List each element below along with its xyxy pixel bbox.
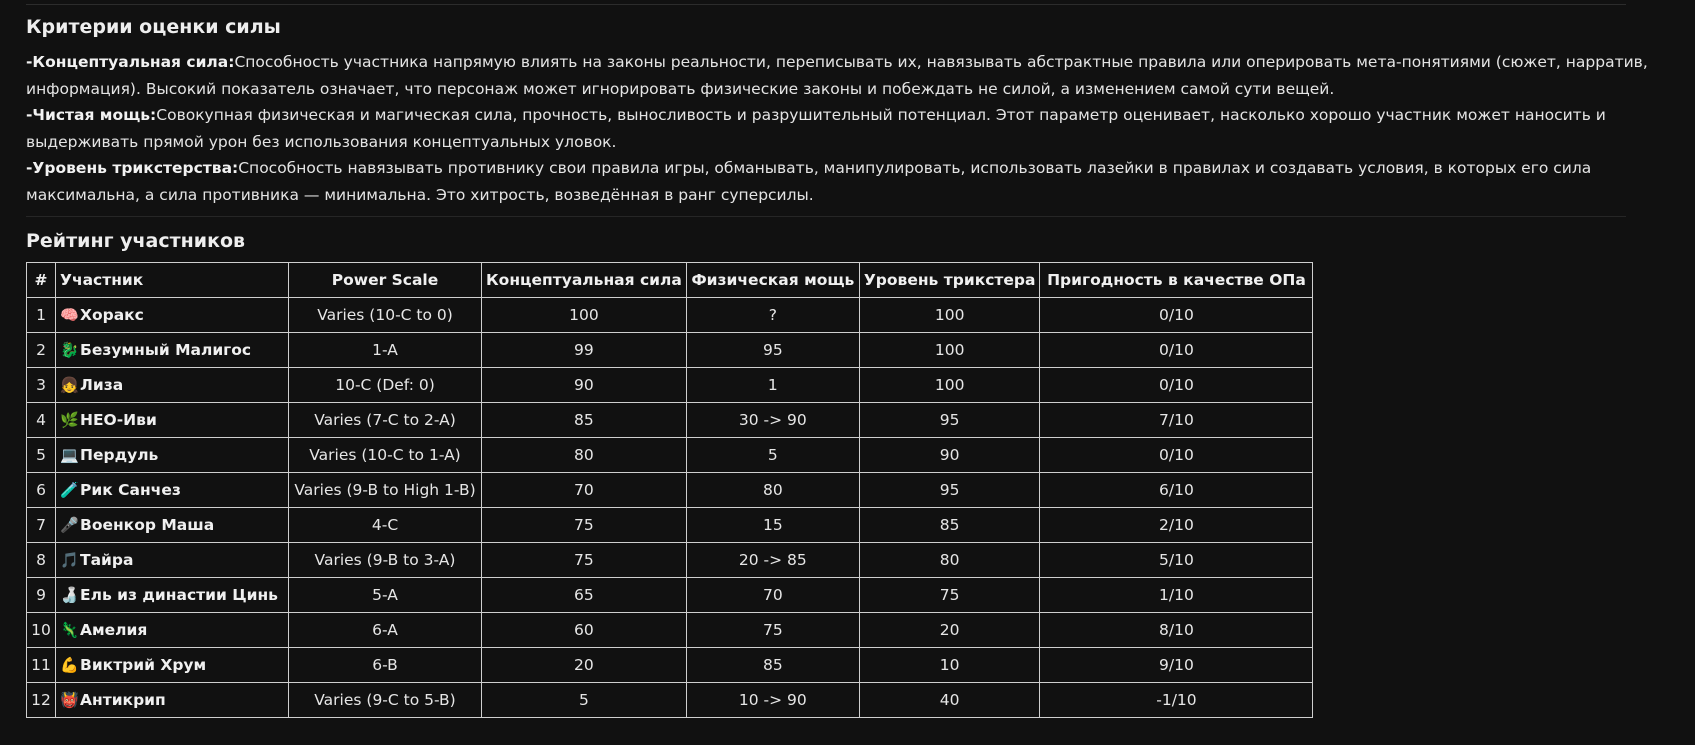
op-suitability-cell: 0/10	[1040, 333, 1313, 368]
lizard-icon: 🦎	[60, 621, 79, 639]
op-suitability-cell: 9/10	[1040, 648, 1313, 683]
participant-name	[56, 543, 289, 578]
participant-name-text: Рик Санчез	[80, 481, 181, 499]
power-scale-cell: 4-C	[289, 508, 482, 543]
trickster-level-cell: 20	[859, 613, 1040, 648]
participant-name-text: Ель из династии Цинь	[80, 586, 278, 604]
power-scale-cell: 5-A	[289, 578, 482, 613]
participant-name-text: Антикрип	[80, 691, 166, 709]
power-scale-cell: 6-A	[289, 613, 482, 648]
participant-name	[56, 298, 289, 333]
trickster-level-cell: 90	[859, 438, 1040, 473]
criteria-text: Способность участника напрямую влиять на законы реальности, переписывать их, навязывать абстрактные правила или оперировать мета-понятиями (сюжет, нарратив, информация). Высокий показатель означает, что персонаж может игнорировать физические законы и побеждать не силой, а изменением самой сути вещей.	[26, 53, 1648, 98]
criteria-text: Способность навязывать противнику свои правила игры, обманывать, манипулировать, использовать лазейки в правилах и создавать условия, в которых его сила максимальна, а сила противника — минимальна. Это хитрость, возведённая в ранг суперсилы.	[26, 159, 1592, 204]
op-suitability-cell: 0/10	[1040, 368, 1313, 403]
table-row	[27, 543, 1313, 578]
criteria-label: -Уровень трикстерства:	[26, 159, 239, 177]
table-row	[27, 368, 1313, 403]
physical-power-cell: 5	[686, 438, 859, 473]
conceptual-power-cell: 85	[482, 403, 687, 438]
test-tube-icon: 🧪	[60, 481, 79, 499]
table-row	[27, 333, 1313, 368]
participant-name	[56, 403, 289, 438]
table-row	[27, 683, 1313, 718]
table-header-row	[27, 263, 1313, 298]
column-header-phys: Физическая мощь	[686, 263, 859, 298]
row-number: 1	[27, 298, 56, 333]
table-row	[27, 613, 1313, 648]
brain-icon: 🧠	[60, 306, 79, 324]
row-number: 8	[27, 543, 56, 578]
row-number: 2	[27, 333, 56, 368]
trickster-level-cell: 80	[859, 543, 1040, 578]
power-scale-cell: Varies (7-C to 2-A)	[289, 403, 482, 438]
physical-power-cell: 30 -> 90	[686, 403, 859, 438]
participant-name	[56, 368, 289, 403]
participant-name	[56, 578, 289, 613]
participant-name-text: Виктрий Хрум	[80, 656, 207, 674]
dragon-icon: 🐉	[60, 341, 79, 359]
criteria-label: -Концептуальная сила:	[26, 53, 235, 71]
column-header-num: #	[27, 263, 56, 298]
trickster-level-cell: 95	[859, 403, 1040, 438]
op-suitability-cell: 5/10	[1040, 543, 1313, 578]
power-scale-cell: Varies (9-C to 5-B)	[289, 683, 482, 718]
criteria-item-trickster	[26, 155, 1676, 208]
participant-name-text: Безумный Малигос	[80, 341, 252, 359]
laptop-icon: 💻	[60, 446, 79, 464]
message-content	[26, 4, 1671, 718]
conceptual-power-cell: 99	[482, 333, 687, 368]
physical-power-cell: 80	[686, 473, 859, 508]
row-number: 10	[27, 613, 56, 648]
power-scale-cell: Varies (9-B to High 1-B)	[289, 473, 482, 508]
participant-name	[56, 648, 289, 683]
physical-power-cell: 20 -> 85	[686, 543, 859, 578]
microphone-icon: 🎤	[60, 516, 79, 534]
op-suitability-cell: 7/10	[1040, 403, 1313, 438]
row-number: 12	[27, 683, 56, 718]
op-suitability-cell: 1/10	[1040, 578, 1313, 613]
conceptual-power-cell: 65	[482, 578, 687, 613]
conceptual-power-cell: 70	[482, 473, 687, 508]
table-row	[27, 438, 1313, 473]
conceptual-power-cell: 5	[482, 683, 687, 718]
flexed-biceps-icon: 💪	[60, 656, 79, 674]
physical-power-cell: 85	[686, 648, 859, 683]
participant-name-text: НЕО-Иви	[80, 411, 157, 429]
row-number: 6	[27, 473, 56, 508]
conceptual-power-cell: 60	[482, 613, 687, 648]
trickster-level-cell: 40	[859, 683, 1040, 718]
participant-name	[56, 613, 289, 648]
row-number: 3	[27, 368, 56, 403]
conceptual-power-cell: 75	[482, 508, 687, 543]
row-number: 4	[27, 403, 56, 438]
column-header-scale: Power Scale	[289, 263, 482, 298]
column-header-concept: Концептуальная сила	[482, 263, 687, 298]
power-scale-cell: Varies (10-C to 0)	[289, 298, 482, 333]
trickster-level-cell: 75	[859, 578, 1040, 613]
music-note-icon: 🎵	[60, 551, 79, 569]
participant-name-text: Амелия	[80, 621, 148, 639]
physical-power-cell: 10 -> 90	[686, 683, 859, 718]
top-divider	[26, 4, 1626, 5]
conceptual-power-cell: 90	[482, 368, 687, 403]
criteria-list	[26, 49, 1676, 208]
criteria-label: -Чистая мощь:	[26, 106, 157, 124]
participant-name-text: Хоракс	[80, 306, 144, 324]
criteria-item-conceptual	[26, 49, 1676, 102]
trickster-level-cell: 85	[859, 508, 1040, 543]
herb-icon: 🌿	[60, 411, 79, 429]
row-number: 9	[27, 578, 56, 613]
power-scale-cell: 10-C (Def: 0)	[289, 368, 482, 403]
participant-name	[56, 683, 289, 718]
section-divider	[26, 216, 1626, 217]
trickster-level-cell: 100	[859, 298, 1040, 333]
conceptual-power-cell: 100	[482, 298, 687, 333]
physical-power-cell: ?	[686, 298, 859, 333]
op-suitability-cell: -1/10	[1040, 683, 1313, 718]
physical-power-cell: 1	[686, 368, 859, 403]
power-scale-cell: Varies (9-B to 3-A)	[289, 543, 482, 578]
participant-name	[56, 473, 289, 508]
trickster-level-cell: 100	[859, 368, 1040, 403]
participant-name	[56, 333, 289, 368]
physical-power-cell: 95	[686, 333, 859, 368]
participant-name-text: Пердуль	[80, 446, 159, 464]
power-scale-cell: Varies (10-C to 1-A)	[289, 438, 482, 473]
participant-name-text: Тайра	[80, 551, 134, 569]
column-header-op: Пригодность в качестве ОПа	[1040, 263, 1313, 298]
row-number: 11	[27, 648, 56, 683]
rating-table	[26, 262, 1313, 718]
trickster-level-cell: 100	[859, 333, 1040, 368]
conceptual-power-cell: 80	[482, 438, 687, 473]
table-row	[27, 298, 1313, 333]
table-row	[27, 648, 1313, 683]
criteria-heading: Критерии оценки силы	[26, 16, 281, 38]
trickster-level-cell: 10	[859, 648, 1040, 683]
table-row	[27, 403, 1313, 438]
criteria-item-power	[26, 102, 1676, 155]
table-row	[27, 508, 1313, 543]
criteria-text: Совокупная физическая и магическая сила, прочность, выносливость и разрушительный потенциал. Этот параметр оценивает, насколько хорошо участник может наносить и выдерживать прямой урон без использования концептуальных уловок.	[26, 106, 1606, 151]
op-suitability-cell: 6/10	[1040, 473, 1313, 508]
power-scale-cell: 6-B	[289, 648, 482, 683]
girl-icon: 👧	[60, 376, 79, 394]
rating-heading: Рейтинг участников	[26, 230, 246, 252]
table-row	[27, 473, 1313, 508]
participant-name-text: Военкор Маша	[80, 516, 215, 534]
row-number: 5	[27, 438, 56, 473]
participant-name	[56, 438, 289, 473]
conceptual-power-cell: 20	[482, 648, 687, 683]
physical-power-cell: 15	[686, 508, 859, 543]
physical-power-cell: 70	[686, 578, 859, 613]
op-suitability-cell: 0/10	[1040, 438, 1313, 473]
table-row	[27, 578, 1313, 613]
participant-name-text: Лиза	[80, 376, 124, 394]
physical-power-cell: 75	[686, 613, 859, 648]
ogre-icon: 👹	[60, 691, 79, 709]
trickster-level-cell: 95	[859, 473, 1040, 508]
column-header-trick: Уровень трикстера	[859, 263, 1040, 298]
sake-bottle-icon: 🍶	[60, 586, 79, 604]
op-suitability-cell: 8/10	[1040, 613, 1313, 648]
row-number: 7	[27, 508, 56, 543]
participant-name	[56, 508, 289, 543]
op-suitability-cell: 0/10	[1040, 298, 1313, 333]
column-header-name: Участник	[56, 263, 289, 298]
power-scale-cell: 1-A	[289, 333, 482, 368]
op-suitability-cell: 2/10	[1040, 508, 1313, 543]
conceptual-power-cell: 75	[482, 543, 687, 578]
